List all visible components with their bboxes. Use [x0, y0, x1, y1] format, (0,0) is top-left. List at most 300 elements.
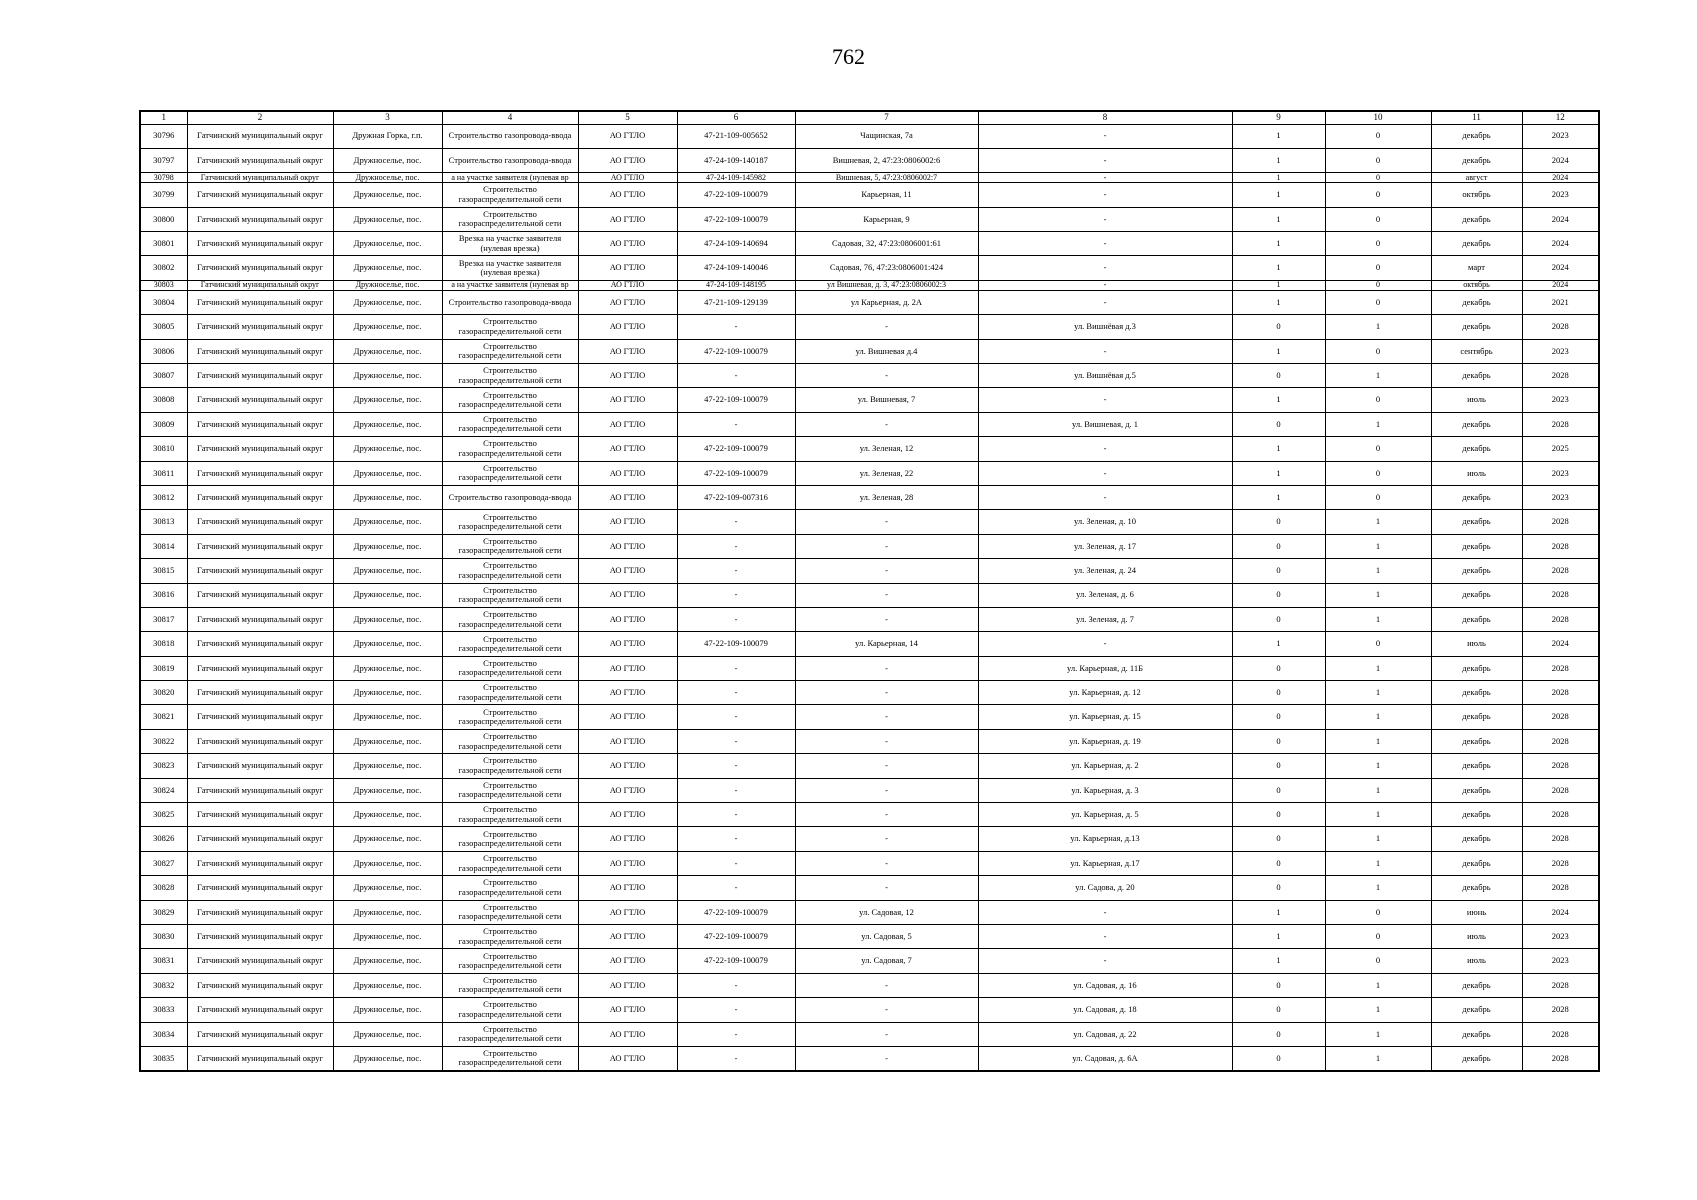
col-address-cell: - — [795, 729, 978, 753]
col-count-built-cell: 0 — [1232, 1022, 1325, 1046]
col-count-planned-cell: 0 — [1325, 280, 1431, 290]
col-count-built-cell: 0 — [1232, 876, 1325, 900]
col-index-cell: 30825 — [140, 803, 187, 827]
col-organization-cell: АО ГТЛО — [578, 851, 677, 875]
col-planned-address-cell: - — [978, 290, 1232, 314]
col-planned-address-cell: - — [978, 925, 1232, 949]
col-permit-number-cell: - — [677, 364, 795, 388]
col-address-cell: - — [795, 1022, 978, 1046]
header-cell-col-address: 7 — [795, 111, 978, 124]
col-organization-cell: АО ГТЛО — [578, 339, 677, 363]
col-organization-cell: АО ГТЛО — [578, 656, 677, 680]
col-month-cell: декабрь — [1431, 607, 1522, 631]
col-address-cell: - — [795, 607, 978, 631]
col-count-built-cell: 0 — [1232, 778, 1325, 802]
col-work-type-cell: Строительство газораспределительной сети — [442, 925, 578, 949]
col-count-built-cell: 0 — [1232, 364, 1325, 388]
col-district-cell: Гатчинский муниципальный округ — [187, 949, 333, 973]
col-year-cell: 2028 — [1522, 705, 1599, 729]
col-count-planned-cell: 1 — [1325, 412, 1431, 436]
col-settlement-cell: Дружноселье, пос. — [333, 900, 442, 924]
col-count-built-cell: 0 — [1232, 827, 1325, 851]
table-header-row — [140, 111, 1599, 124]
col-settlement-cell: Дружноселье, пос. — [333, 681, 442, 705]
col-index-cell: 30796 — [140, 124, 187, 148]
col-count-built-cell: 1 — [1232, 148, 1325, 172]
col-permit-number-cell: - — [677, 510, 795, 534]
col-district-cell: Гатчинский муниципальный округ — [187, 851, 333, 875]
col-work-type-cell: Строительство газораспределительной сети — [442, 315, 578, 339]
col-planned-address-cell: ул. Зеленая, д. 6 — [978, 583, 1232, 607]
table-row — [140, 949, 1599, 973]
col-count-planned-cell: 1 — [1325, 754, 1431, 778]
col-year-cell: 2028 — [1522, 607, 1599, 631]
col-index-cell: 30813 — [140, 510, 187, 534]
col-count-planned-cell: 1 — [1325, 1022, 1431, 1046]
col-index-cell: 30804 — [140, 290, 187, 314]
table-row — [140, 729, 1599, 753]
col-year-cell: 2028 — [1522, 1022, 1599, 1046]
col-count-built-cell: 0 — [1232, 510, 1325, 534]
col-permit-number-cell: - — [677, 876, 795, 900]
col-month-cell: декабрь — [1431, 148, 1522, 172]
col-year-cell: 2023 — [1522, 124, 1599, 148]
col-organization-cell: АО ГТЛО — [578, 437, 677, 461]
col-planned-address-cell: ул. Зеленая, д. 10 — [978, 510, 1232, 534]
col-planned-address-cell: - — [978, 461, 1232, 485]
col-district-cell: Гатчинский муниципальный округ — [187, 485, 333, 509]
col-count-built-cell: 0 — [1232, 583, 1325, 607]
col-district-cell: Гатчинский муниципальный округ — [187, 1022, 333, 1046]
col-work-type-cell: Строительство газораспределительной сети — [442, 1046, 578, 1070]
col-index-cell: 30798 — [140, 173, 187, 183]
col-address-cell: Садовая, 76, 47:23:0806001:424 — [795, 256, 978, 280]
col-index-cell: 30831 — [140, 949, 187, 973]
col-month-cell: декабрь — [1431, 1046, 1522, 1070]
col-count-planned-cell: 1 — [1325, 656, 1431, 680]
col-settlement-cell: Дружноселье, пос. — [333, 290, 442, 314]
col-address-cell: - — [795, 851, 978, 875]
col-permit-number-cell: - — [677, 851, 795, 875]
col-month-cell: декабрь — [1431, 315, 1522, 339]
col-district-cell: Гатчинский муниципальный округ — [187, 339, 333, 363]
table-row — [140, 388, 1599, 412]
col-month-cell: декабрь — [1431, 232, 1522, 256]
col-district-cell: Гатчинский муниципальный округ — [187, 656, 333, 680]
col-count-planned-cell: 0 — [1325, 461, 1431, 485]
col-settlement-cell: Дружноселье, пос. — [333, 437, 442, 461]
col-permit-number-cell: - — [677, 681, 795, 705]
col-work-type-cell: Строительство газораспределительной сети — [442, 183, 578, 207]
col-address-cell: - — [795, 534, 978, 558]
col-permit-number-cell: - — [677, 583, 795, 607]
col-index-cell: 30812 — [140, 485, 187, 509]
col-organization-cell: АО ГТЛО — [578, 729, 677, 753]
col-organization-cell: АО ГТЛО — [578, 876, 677, 900]
col-year-cell: 2028 — [1522, 1046, 1599, 1070]
col-planned-address-cell: ул. Карьерная, д.13 — [978, 827, 1232, 851]
col-organization-cell: АО ГТЛО — [578, 998, 677, 1022]
col-count-planned-cell: 0 — [1325, 632, 1431, 656]
col-address-cell: Чащинская, 7а — [795, 124, 978, 148]
col-month-cell: декабрь — [1431, 534, 1522, 558]
col-permit-number-cell: 47-22-109-100079 — [677, 183, 795, 207]
col-count-planned-cell: 1 — [1325, 803, 1431, 827]
col-permit-number-cell: - — [677, 973, 795, 997]
col-address-cell: ул. Зеленая, 28 — [795, 485, 978, 509]
col-count-planned-cell: 0 — [1325, 232, 1431, 256]
col-count-built-cell: 1 — [1232, 925, 1325, 949]
table-row — [140, 364, 1599, 388]
col-permit-number-cell: - — [677, 559, 795, 583]
col-planned-address-cell: - — [978, 148, 1232, 172]
col-address-cell: - — [795, 778, 978, 802]
col-settlement-cell: Дружноселье, пос. — [333, 632, 442, 656]
col-count-planned-cell: 0 — [1325, 949, 1431, 973]
col-count-planned-cell: 1 — [1325, 559, 1431, 583]
col-month-cell: декабрь — [1431, 998, 1522, 1022]
col-planned-address-cell: ул. Вишнёвая д.3 — [978, 315, 1232, 339]
col-year-cell: 2028 — [1522, 876, 1599, 900]
col-count-planned-cell: 1 — [1325, 510, 1431, 534]
col-work-type-cell: Строительство газораспределительной сети — [442, 583, 578, 607]
header-cell-col-month: 11 — [1431, 111, 1522, 124]
col-count-planned-cell: 1 — [1325, 729, 1431, 753]
col-year-cell: 2023 — [1522, 388, 1599, 412]
header-cell-col-settlement: 3 — [333, 111, 442, 124]
col-organization-cell: АО ГТЛО — [578, 280, 677, 290]
col-count-planned-cell: 1 — [1325, 778, 1431, 802]
col-permit-number-cell: - — [677, 1046, 795, 1070]
col-planned-address-cell: ул. Садовая, д. 22 — [978, 1022, 1232, 1046]
col-address-cell: ул. Садовая, 12 — [795, 900, 978, 924]
col-count-built-cell: 1 — [1232, 437, 1325, 461]
col-permit-number-cell: 47-22-109-100079 — [677, 437, 795, 461]
col-planned-address-cell: ул. Карьерная, д. 19 — [978, 729, 1232, 753]
col-organization-cell: АО ГТЛО — [578, 148, 677, 172]
col-address-cell: - — [795, 827, 978, 851]
col-month-cell: декабрь — [1431, 681, 1522, 705]
header-cell-col-count-planned: 10 — [1325, 111, 1431, 124]
col-settlement-cell: Дружноселье, пос. — [333, 559, 442, 583]
col-count-planned-cell: 0 — [1325, 485, 1431, 509]
col-district-cell: Гатчинский муниципальный округ — [187, 925, 333, 949]
col-district-cell: Гатчинский муниципальный округ — [187, 973, 333, 997]
col-settlement-cell: Дружноселье, пос. — [333, 315, 442, 339]
col-planned-address-cell: ул. Карьерная, д. 12 — [978, 681, 1232, 705]
col-index-cell: 30815 — [140, 559, 187, 583]
col-district-cell: Гатчинский муниципальный округ — [187, 290, 333, 314]
col-count-built-cell: 0 — [1232, 681, 1325, 705]
col-count-planned-cell: 0 — [1325, 207, 1431, 231]
col-address-cell: Вишневая, 5, 47:23:0806002:7 — [795, 173, 978, 183]
col-year-cell: 2023 — [1522, 485, 1599, 509]
col-settlement-cell: Дружноселье, пос. — [333, 256, 442, 280]
col-address-cell: ул. Карьерная, 14 — [795, 632, 978, 656]
col-permit-number-cell: - — [677, 754, 795, 778]
col-year-cell: 2028 — [1522, 583, 1599, 607]
header-cell-col-index: 1 — [140, 111, 187, 124]
col-address-cell: - — [795, 1046, 978, 1070]
col-district-cell: Гатчинский муниципальный округ — [187, 388, 333, 412]
col-permit-number-cell: 47-21-109-005652 — [677, 124, 795, 148]
col-district-cell: Гатчинский муниципальный округ — [187, 900, 333, 924]
col-year-cell: 2028 — [1522, 534, 1599, 558]
col-permit-number-cell: 47-22-109-100079 — [677, 900, 795, 924]
col-index-cell: 30800 — [140, 207, 187, 231]
col-month-cell: сентябрь — [1431, 339, 1522, 363]
table-row — [140, 173, 1599, 183]
col-work-type-cell: Строительство газораспределительной сети — [442, 607, 578, 631]
col-year-cell: 2024 — [1522, 173, 1599, 183]
col-permit-number-cell: - — [677, 998, 795, 1022]
col-organization-cell: АО ГТЛО — [578, 290, 677, 314]
col-address-cell: ул. Вишневая д.4 — [795, 339, 978, 363]
col-organization-cell: АО ГТЛО — [578, 754, 677, 778]
col-count-planned-cell: 1 — [1325, 705, 1431, 729]
col-month-cell: декабрь — [1431, 973, 1522, 997]
col-count-built-cell: 0 — [1232, 412, 1325, 436]
col-count-built-cell: 0 — [1232, 729, 1325, 753]
col-year-cell: 2028 — [1522, 851, 1599, 875]
col-count-planned-cell: 1 — [1325, 876, 1431, 900]
col-work-type-cell: Строительство газопровода-ввода — [442, 485, 578, 509]
col-permit-number-cell: - — [677, 705, 795, 729]
col-month-cell: декабрь — [1431, 583, 1522, 607]
col-permit-number-cell: 47-22-109-100079 — [677, 339, 795, 363]
col-count-built-cell: 1 — [1232, 173, 1325, 183]
col-planned-address-cell: - — [978, 124, 1232, 148]
col-settlement-cell: Дружноселье, пос. — [333, 148, 442, 172]
col-count-built-cell: 1 — [1232, 183, 1325, 207]
col-year-cell: 2028 — [1522, 998, 1599, 1022]
col-settlement-cell: Дружноселье, пос. — [333, 183, 442, 207]
col-permit-number-cell: 47-22-109-100079 — [677, 388, 795, 412]
table-row — [140, 900, 1599, 924]
col-count-built-cell: 0 — [1232, 534, 1325, 558]
col-district-cell: Гатчинский муниципальный округ — [187, 681, 333, 705]
col-organization-cell: АО ГТЛО — [578, 803, 677, 827]
header-cell-col-work-type: 4 — [442, 111, 578, 124]
col-address-cell: - — [795, 412, 978, 436]
col-planned-address-cell: ул. Карьерная, д.17 — [978, 851, 1232, 875]
col-planned-address-cell: ул. Зеленая, д. 24 — [978, 559, 1232, 583]
col-organization-cell: АО ГТЛО — [578, 412, 677, 436]
col-year-cell: 2023 — [1522, 183, 1599, 207]
col-planned-address-cell: - — [978, 485, 1232, 509]
col-index-cell: 30811 — [140, 461, 187, 485]
col-count-planned-cell: 0 — [1325, 290, 1431, 314]
col-planned-address-cell: ул. Зеленая, д. 17 — [978, 534, 1232, 558]
col-count-built-cell: 1 — [1232, 232, 1325, 256]
col-count-planned-cell: 1 — [1325, 681, 1431, 705]
col-count-built-cell: 0 — [1232, 315, 1325, 339]
col-settlement-cell: Дружноселье, пос. — [333, 705, 442, 729]
col-count-planned-cell: 0 — [1325, 925, 1431, 949]
col-permit-number-cell: 47-22-109-100079 — [677, 207, 795, 231]
col-count-built-cell: 0 — [1232, 607, 1325, 631]
col-work-type-cell: Строительство газопровода-ввода — [442, 148, 578, 172]
col-count-planned-cell: 1 — [1325, 973, 1431, 997]
col-settlement-cell: Дружноселье, пос. — [333, 803, 442, 827]
col-month-cell: декабрь — [1431, 290, 1522, 314]
col-planned-address-cell: ул. Садова, д. 20 — [978, 876, 1232, 900]
col-planned-address-cell: - — [978, 183, 1232, 207]
table-row — [140, 656, 1599, 680]
col-year-cell: 2024 — [1522, 148, 1599, 172]
table-row — [140, 583, 1599, 607]
table-row — [140, 207, 1599, 231]
table-row — [140, 280, 1599, 290]
col-planned-address-cell: ул. Карьерная, д. 2 — [978, 754, 1232, 778]
col-count-planned-cell: 1 — [1325, 534, 1431, 558]
col-address-cell: - — [795, 705, 978, 729]
col-organization-cell: АО ГТЛО — [578, 256, 677, 280]
col-district-cell: Гатчинский муниципальный округ — [187, 124, 333, 148]
table-row — [140, 1022, 1599, 1046]
col-permit-number-cell: - — [677, 534, 795, 558]
table-row — [140, 339, 1599, 363]
col-organization-cell: АО ГТЛО — [578, 925, 677, 949]
col-index-cell: 30816 — [140, 583, 187, 607]
header-cell-col-organization: 5 — [578, 111, 677, 124]
col-organization-cell: АО ГТЛО — [578, 388, 677, 412]
col-count-planned-cell: 1 — [1325, 827, 1431, 851]
col-work-type-cell: а на участке заявителя (нулевая вр — [442, 173, 578, 183]
col-month-cell: декабрь — [1431, 124, 1522, 148]
table-row — [140, 778, 1599, 802]
col-settlement-cell: Дружноселье, пос. — [333, 534, 442, 558]
col-organization-cell: АО ГТЛО — [578, 183, 677, 207]
col-month-cell: июль — [1431, 925, 1522, 949]
col-index-cell: 30814 — [140, 534, 187, 558]
col-settlement-cell: Дружноселье, пос. — [333, 998, 442, 1022]
col-planned-address-cell: - — [978, 388, 1232, 412]
col-organization-cell: АО ГТЛО — [578, 632, 677, 656]
col-settlement-cell: Дружноселье, пос. — [333, 656, 442, 680]
col-district-cell: Гатчинский муниципальный округ — [187, 998, 333, 1022]
col-work-type-cell: Строительство газораспределительной сети — [442, 388, 578, 412]
table-row — [140, 1046, 1599, 1070]
col-settlement-cell: Дружноселье, пос. — [333, 607, 442, 631]
table-row — [140, 148, 1599, 172]
col-count-planned-cell: 0 — [1325, 339, 1431, 363]
table-row — [140, 290, 1599, 314]
col-month-cell: июль — [1431, 388, 1522, 412]
col-work-type-cell: Строительство газораспределительной сети — [442, 778, 578, 802]
table-row — [140, 705, 1599, 729]
col-index-cell: 30822 — [140, 729, 187, 753]
col-work-type-cell: Строительство газораспределительной сети — [442, 559, 578, 583]
col-district-cell: Гатчинский муниципальный округ — [187, 827, 333, 851]
col-count-built-cell: 0 — [1232, 851, 1325, 875]
table-row — [140, 607, 1599, 631]
col-count-planned-cell: 1 — [1325, 315, 1431, 339]
col-year-cell: 2024 — [1522, 280, 1599, 290]
col-count-built-cell: 1 — [1232, 290, 1325, 314]
table-row — [140, 510, 1599, 534]
col-planned-address-cell: ул. Карьерная, д. 15 — [978, 705, 1232, 729]
col-planned-address-cell: ул. Карьерная, д. 11Б — [978, 656, 1232, 680]
col-work-type-cell: Строительство газораспределительной сети — [442, 412, 578, 436]
col-count-built-cell: 1 — [1232, 485, 1325, 509]
col-organization-cell: АО ГТЛО — [578, 485, 677, 509]
col-district-cell: Гатчинский муниципальный округ — [187, 461, 333, 485]
col-permit-number-cell: 47-24-109-145982 — [677, 173, 795, 183]
col-address-cell: ул. Зеленая, 12 — [795, 437, 978, 461]
col-year-cell: 2024 — [1522, 632, 1599, 656]
table-row — [140, 315, 1599, 339]
col-work-type-cell: Строительство газораспределительной сети — [442, 364, 578, 388]
col-year-cell: 2023 — [1522, 339, 1599, 363]
col-index-cell: 30806 — [140, 339, 187, 363]
col-permit-number-cell: 47-22-109-100079 — [677, 925, 795, 949]
col-planned-address-cell: - — [978, 256, 1232, 280]
table-row — [140, 437, 1599, 461]
col-year-cell: 2028 — [1522, 559, 1599, 583]
col-planned-address-cell: - — [978, 949, 1232, 973]
col-month-cell: декабрь — [1431, 559, 1522, 583]
col-work-type-cell: Строительство газопровода-ввода — [442, 124, 578, 148]
col-organization-cell: АО ГТЛО — [578, 232, 677, 256]
col-address-cell: Карьерная, 9 — [795, 207, 978, 231]
col-permit-number-cell: - — [677, 656, 795, 680]
col-address-cell: - — [795, 510, 978, 534]
col-work-type-cell: Врезка на участке заявителя (нулевая врезка) — [442, 256, 578, 280]
col-year-cell: 2024 — [1522, 256, 1599, 280]
col-count-planned-cell: 1 — [1325, 583, 1431, 607]
col-count-built-cell: 1 — [1232, 900, 1325, 924]
col-index-cell: 30807 — [140, 364, 187, 388]
header-cell-col-count-built: 9 — [1232, 111, 1325, 124]
col-count-planned-cell: 0 — [1325, 148, 1431, 172]
col-address-cell: - — [795, 754, 978, 778]
col-address-cell: - — [795, 803, 978, 827]
col-organization-cell: АО ГТЛО — [578, 900, 677, 924]
col-work-type-cell: а на участке заявителя (нулевая вр — [442, 280, 578, 290]
col-work-type-cell: Строительство газораспределительной сети — [442, 851, 578, 875]
col-count-built-cell: 1 — [1232, 124, 1325, 148]
col-index-cell: 30820 — [140, 681, 187, 705]
col-month-cell: март — [1431, 256, 1522, 280]
col-month-cell: декабрь — [1431, 729, 1522, 753]
col-month-cell: декабрь — [1431, 656, 1522, 680]
col-permit-number-cell: - — [677, 315, 795, 339]
col-planned-address-cell: - — [978, 632, 1232, 656]
col-district-cell: Гатчинский муниципальный округ — [187, 1046, 333, 1070]
col-work-type-cell: Строительство газораспределительной сети — [442, 461, 578, 485]
col-index-cell: 30808 — [140, 388, 187, 412]
col-address-cell: ул. Вишневая, 7 — [795, 388, 978, 412]
col-address-cell: - — [795, 876, 978, 900]
col-work-type-cell: Строительство газораспределительной сети — [442, 876, 578, 900]
col-count-built-cell: 1 — [1232, 949, 1325, 973]
col-count-built-cell: 1 — [1232, 256, 1325, 280]
col-index-cell: 30829 — [140, 900, 187, 924]
col-count-built-cell: 0 — [1232, 1046, 1325, 1070]
col-year-cell: 2028 — [1522, 803, 1599, 827]
col-organization-cell: АО ГТЛО — [578, 681, 677, 705]
col-work-type-cell: Строительство газораспределительной сети — [442, 510, 578, 534]
table-row — [140, 973, 1599, 997]
col-index-cell: 30803 — [140, 280, 187, 290]
col-settlement-cell: Дружноселье, пос. — [333, 973, 442, 997]
col-address-cell: ул. Зеленая, 22 — [795, 461, 978, 485]
col-address-cell: Вишневая, 2, 47:23:0806002:6 — [795, 148, 978, 172]
table-row — [140, 632, 1599, 656]
col-permit-number-cell: - — [677, 778, 795, 802]
col-index-cell: 30830 — [140, 925, 187, 949]
